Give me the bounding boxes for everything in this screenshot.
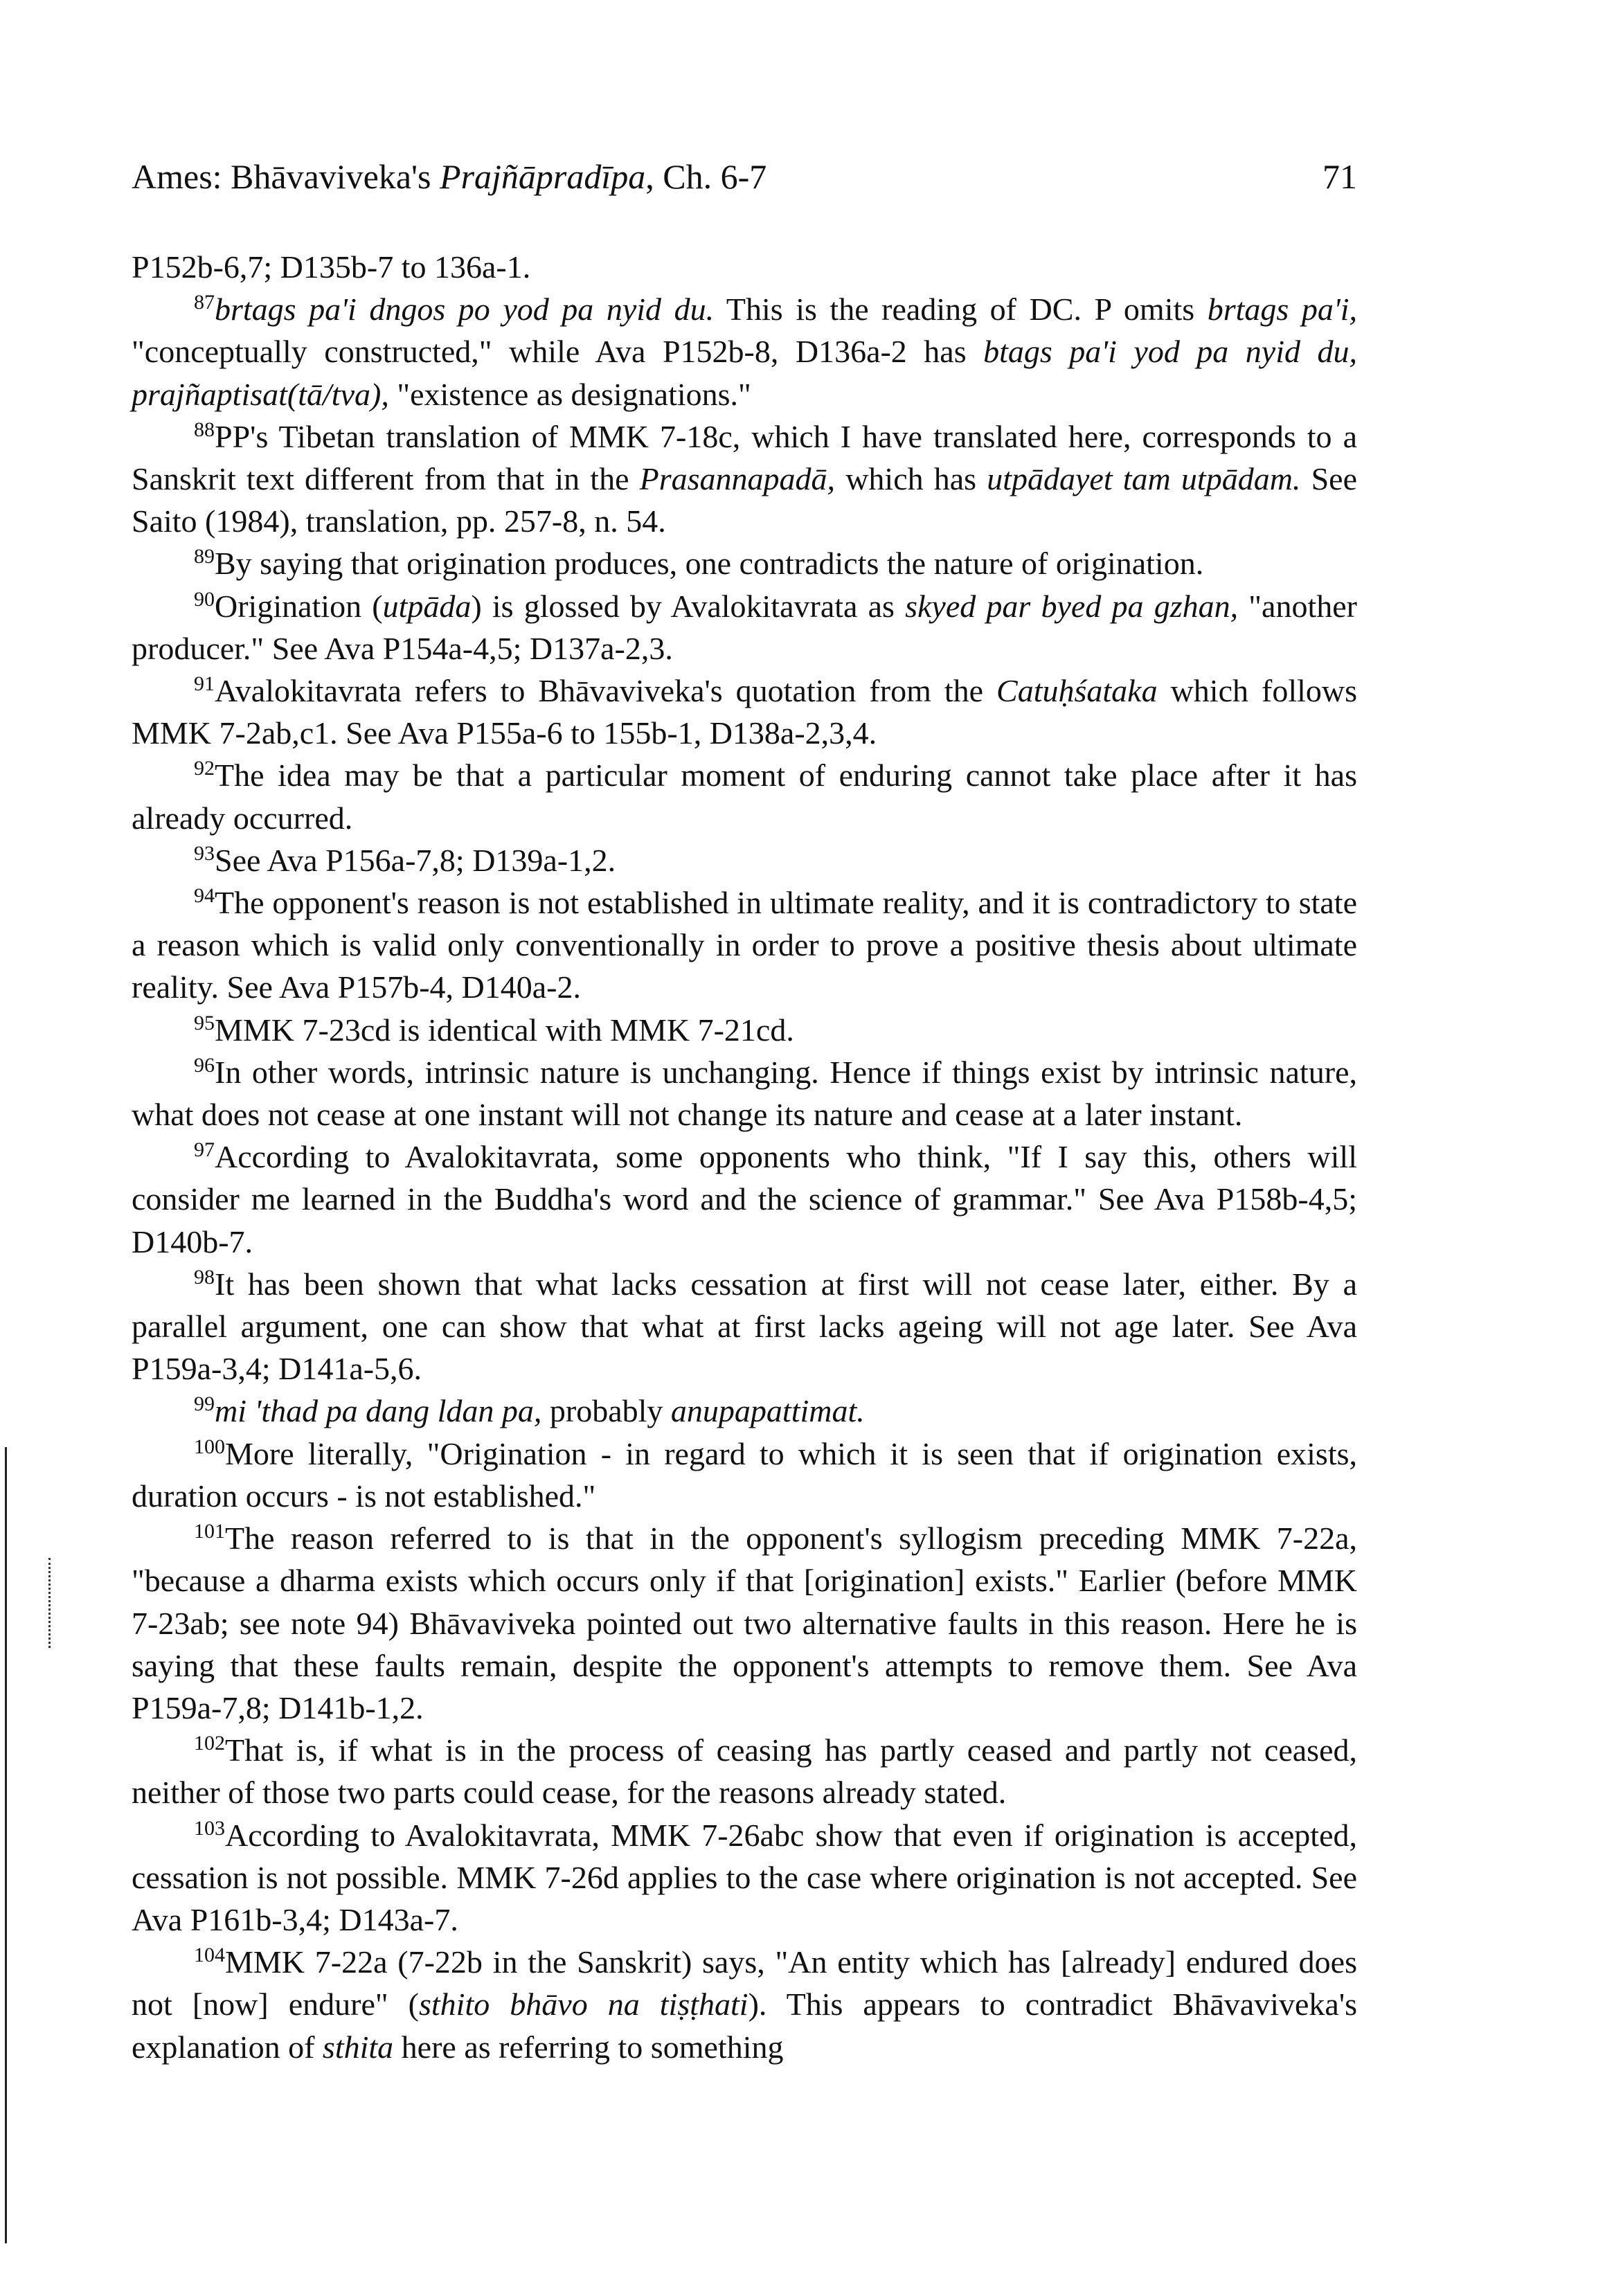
margin-rule-lower: [5, 1447, 7, 2243]
footnote-text: The idea may be that a particular moment of enduring cannot take place after it has already occurred.: [132, 757, 1357, 836]
footnote-text: which has: [835, 461, 987, 497]
footnote-text: The reason referred to is that in the opponent's syllogism preceding MMK 7-22a, "because a dharma exists which occurs only if that [origination] exists." Earlier (before MMK 7-23ab; see note 94) Bhāvaviveka pointed out two alternative faults in this reason. Here he is saying that these faults remain, despite the opponent's attempts to remove them. See Ava P159a-7,8; D141b-1,2.: [132, 1521, 1357, 1725]
footnote-text: MMK 7-22a (7-22b in the Sanskrit) says, "An entity which has [already] endured does not [now] endure" (: [132, 1944, 1357, 2023]
footnote-text: PP's Tibetan translation of MMK 7-18c, which I have translated here, corresponds to a Sanskrit text different from that in the: [132, 418, 1357, 497]
running-head-chapter: , Ch. 6-7: [645, 157, 767, 196]
footnote-italic-text: Prasannapadā,: [639, 461, 836, 497]
footnote-text: which follows MMK 7-2ab,c1. See Ava P155a-6 to 155b-1, D138a-2,3,4.: [132, 673, 1357, 751]
footnote-number: 96: [194, 1053, 215, 1077]
footnote-text: ). This appears to contradict Bhāvaviveka's explanation of: [132, 1986, 1358, 2065]
footnote-104: [132, 1941, 1357, 2068]
footnote-103: [132, 1814, 1357, 1941]
footnote-number: 91: [194, 672, 215, 696]
footnote-text: According to Avalokitavrata, MMK 7-26abc show that even if origination is accepted, cessation is not possible. MMK 7-26d applies to the case where origination is not accepted. See Ava P161b-3,4; D143a-7.: [132, 1817, 1357, 1937]
footnote-98: [132, 1263, 1357, 1390]
footnote-number: 94: [194, 884, 215, 908]
footnote-text: P152b-6,7; D135b-7 to 136a-1.: [132, 249, 531, 285]
footnote-number: 89: [194, 545, 215, 568]
footnote-text: probably: [541, 1393, 671, 1429]
footnote-93: [132, 839, 1357, 881]
footnote-italic-text: sthito bhāvo na tiṣṭhati: [419, 1986, 748, 2023]
running-head-title: [132, 149, 766, 204]
footnote-number: 92: [194, 757, 215, 780]
footnote-100: [132, 1433, 1357, 1517]
footnote-number: 90: [194, 587, 215, 611]
footnote-number: 93: [194, 841, 215, 865]
footnote-96: [132, 1051, 1357, 1136]
footnote-number: 103: [194, 1816, 225, 1840]
footnote-text: See Saito (1984), translation, pp. 257-8, n. 54.: [132, 461, 1357, 539]
footnote-text: This is the reading of DC. P omits: [714, 292, 1208, 328]
margin-dots-upper: [48, 1558, 53, 1648]
footnote-text: According to Avalokitavrata, some opponents who think, "If I say this, others will consider me learned in the Buddha's word and the science of grammar." See Ava P158b-4,5; D140b-7.: [132, 1139, 1357, 1259]
footnote-101: [132, 1517, 1357, 1729]
footnote-text: Origination (: [215, 588, 383, 624]
footnote-95: [132, 1009, 1357, 1051]
footnote-text: In other words, intrinsic nature is unchanging. Hence if things exist by intrinsic nature, what does not cease at one instant will not change its nature and cease at a later instant.: [132, 1054, 1357, 1133]
footnote-number: 101: [194, 1520, 225, 1543]
footnote-text: See Ava P156a-7,8; D139a-1,2.: [215, 842, 616, 878]
footnote-text: "another producer." See Ava P154a-4,5; D137a-2,3.: [132, 588, 1357, 666]
footnote-text: It has been shown that what lacks cessation at first will not cease later, either. By a parallel argument, one can show that what at first lacks ageing will not age later. See Ava P159a-3,4; D141a-5,6.: [132, 1266, 1357, 1387]
footnote-number: 102: [194, 1732, 225, 1755]
footnote-number: 87: [194, 291, 215, 314]
running-head-work: Prajñāpradīpa: [440, 157, 646, 196]
footnote-text: The opponent's reason is not established in ultimate reality, and it is contradictory to state a reason which is valid only conventionally in order to prove a positive thesis about ultimate reality. See Ava P157b-4, D140a-2.: [132, 885, 1357, 1005]
footnote-97: [132, 1136, 1357, 1263]
footnote-italic-text: brtags pa'i dngos po yod pa nyid du.: [215, 292, 715, 328]
running-head-author: Ames: Bhāvaviveka's: [132, 157, 440, 196]
footnote-italic-text: utpādayet tam utpādam.: [987, 461, 1301, 497]
footnotes: [132, 246, 1357, 2068]
footnote-number: 88: [194, 418, 215, 441]
footnote-italic-text: skyed par byed pa gzhan,: [905, 588, 1239, 624]
footnote-italic-text: btags pa'i yod pa nyid du, prajñaptisat(tā/tva),: [132, 334, 1357, 412]
footnote-number: 104: [194, 1944, 225, 1967]
footnote-89: [132, 542, 1357, 584]
footnote-italic-text: mi 'thad pa dang ldan pa,: [215, 1393, 542, 1429]
footnote-87: [132, 288, 1357, 415]
footnote-text: That is, if what is in the process of ceasing has partly ceased and partly not ceased, neither of those two parts could cease, for the reasons already stated.: [132, 1732, 1357, 1811]
footnote-91: [132, 670, 1357, 754]
footnote-text: Avalokitavrata refers to Bhāvaviveka's quotation from the: [215, 673, 997, 709]
footnote-italic-text: Catuḥśataka: [996, 673, 1158, 709]
footnote-italic-text: brtags pa'i,: [1207, 292, 1358, 328]
footnote-text: More literally, "Origination - in regard to which it is seen that if origination exists, duration occurs - is not established.": [132, 1435, 1357, 1514]
footnote-text: ) is glossed by Avalokitavrata as: [471, 588, 906, 624]
footnote-text: MMK 7-23cd is identical with MMK 7-21cd.: [215, 1012, 794, 1048]
footnote-92: [132, 754, 1357, 838]
footnote-italic-text: anupapattimat.: [670, 1393, 865, 1429]
footnote-number: 97: [194, 1138, 215, 1162]
footnote-90: [132, 585, 1357, 670]
footnote-102: [132, 1729, 1357, 1813]
footnote-number: 100: [194, 1435, 225, 1458]
footnote-94: [132, 881, 1357, 1009]
footnote-99: [132, 1390, 1357, 1432]
page-number: 71: [1322, 157, 1357, 196]
footnote-88: [132, 415, 1357, 543]
footnote-text: here as referring to something: [393, 2029, 784, 2065]
footnote-number: 95: [194, 1011, 215, 1034]
footnote-number: 98: [194, 1265, 215, 1289]
running-head: [132, 149, 1357, 204]
footnote-text: "conceptually constructed," while Ava P152b-8, D136a-2 has: [132, 334, 984, 370]
footnote-number: 99: [194, 1392, 215, 1416]
footnote-text: By saying that origination produces, one contradicts the nature of origination.: [215, 546, 1204, 582]
footnote-italic-text: sthita: [322, 2029, 394, 2065]
footnote-italic-text: utpāda: [382, 588, 472, 624]
footnote-continued: [132, 246, 1357, 288]
footnote-text: "existence as designations.": [388, 376, 751, 412]
